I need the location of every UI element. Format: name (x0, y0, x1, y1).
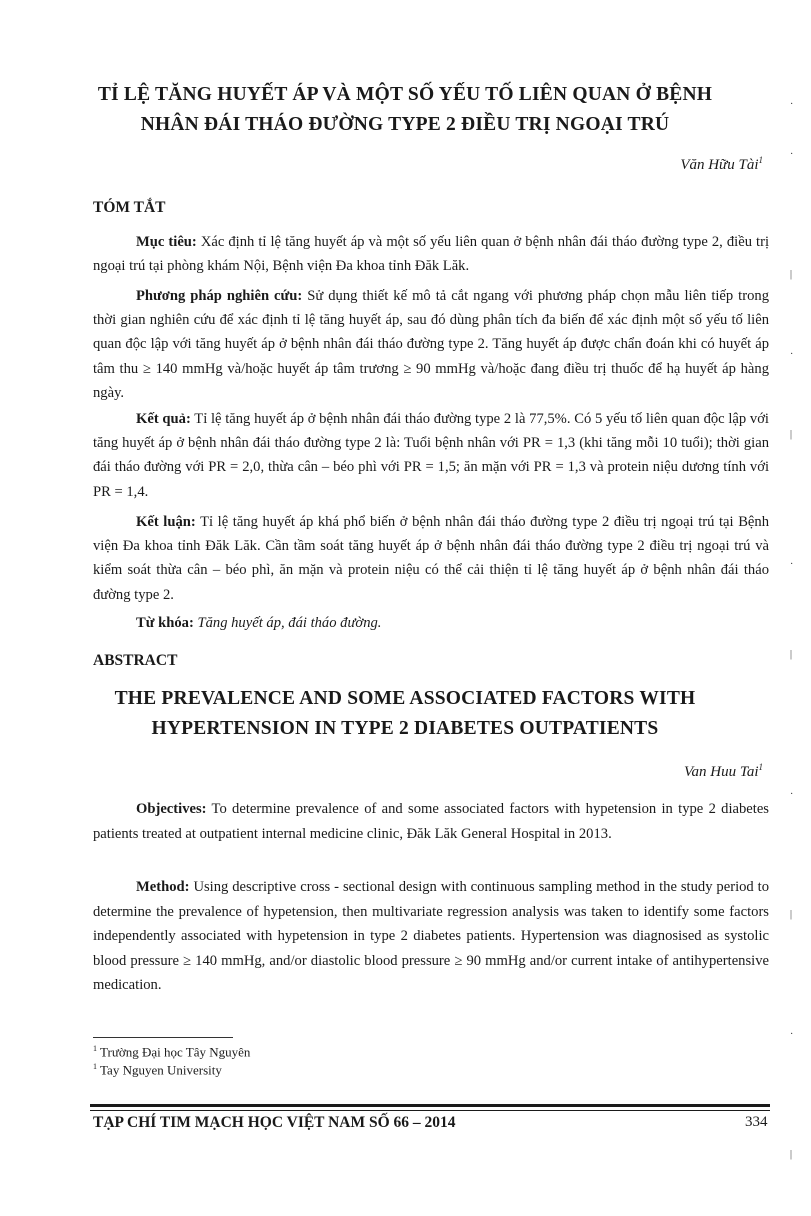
en-method-label: Method: (136, 879, 190, 895)
en-objective (93, 797, 769, 846)
en-objective-text: To determine prevalence of and some associated factors with hypetension in type 2 diabetes patients treated at outpatient internal medicine clinic, Đăk Lăk General Hospital in 2013. (93, 801, 769, 842)
scan-edge-artifacts (790, 90, 811, 1210)
en-method (93, 875, 769, 998)
en-author (684, 762, 763, 781)
scan-speck: · (790, 149, 794, 160)
scan-speck: | (790, 649, 793, 660)
vi-keywords-text: Tăng huyết áp, đái tháo đường. (197, 615, 382, 631)
footnote-1-text: Trường Đại học Tây Nguyên (100, 1044, 251, 1060)
vi-result-label: Kết quả: (136, 411, 191, 427)
scan-speck: · (790, 349, 794, 360)
footnote-rule (93, 1037, 233, 1038)
vi-title (60, 80, 750, 140)
scan-speck: · (790, 789, 794, 800)
scan-speck: | (790, 1149, 793, 1160)
scan-speck: · (790, 559, 794, 570)
vi-author (680, 155, 763, 174)
scan-speck: · (790, 1029, 794, 1040)
vi-method-text: Sử dụng thiết kế mô tả cắt ngang với phương pháp chọn mẫu liên tiếp trong thời gian nghiên cứu để xác định tỉ lệ tăng huyết áp, sau đó dùng phân tích đa biến để xác định một số yếu tố liên quan độc lập với tăng huyết áp ở bệnh nhân đái tháo đường type 2. Tăng huyết áp được chẩn đoán khi có huyết áp tâm thu ≥ 140 mmHg và/hoặc huyết áp tâm trương ≥ 90 mmHg và/hoặc đang điều trị thuốc để hạ huyết áp hàng ngày. (93, 288, 769, 401)
en-title-line2: HYPERTENSION IN TYPE 2 DIABETES OUTPATIENTS (151, 718, 659, 739)
vi-title-line2: NHÂN ĐÁI THÁO ĐƯỜNG TYPE 2 ĐIỀU TRỊ NGOẠI TRÚ (140, 114, 670, 135)
page-number: 334 (745, 1114, 768, 1130)
vi-objective (93, 230, 769, 278)
scan-speck: | (790, 909, 793, 920)
footer-rule-thick (90, 1104, 770, 1107)
footnote-2-text: Tay Nguyen University (100, 1062, 222, 1078)
en-objective-label: Objectives: (136, 801, 207, 817)
vi-objective-text: Xác định tỉ lệ tăng huyết áp và một số yếu liên quan ở bệnh nhân đái tháo đường type 2, điều trị ngoại trú tại phòng khám Nội, Bệnh viện Đa khoa tỉnh Đăk Lăk. (93, 234, 769, 275)
footnote-1-sup: 1 (93, 1044, 97, 1053)
en-method-text: Using descriptive cross - sectional design with continuous sampling method in the study period to determine the prevalence of hypetension, then multivariate regression analysis was taken to identify some factors independently associated with hypetension in type 2 diabetes patients. Hypertension was diagnosised as systolic blood pressure ≥ 140 mmHg, and/or diastolic blood pressure ≥ 90 mmHg and/or current intake of antihypertensive medication. (93, 879, 769, 993)
footnote-2 (93, 1062, 222, 1078)
footer-rule-thin (90, 1110, 770, 1111)
summary-heading: TÓM TẮT (93, 199, 166, 216)
vi-keywords-label: Từ khóa: (136, 615, 194, 631)
vi-method (93, 284, 769, 405)
journal-footer: TẠP CHÍ TIM MẠCH HỌC VIỆT NAM SỐ 66 – 2014 (93, 1114, 456, 1131)
vi-keywords (93, 611, 769, 635)
scan-speck: · (790, 99, 794, 110)
vi-objective-label: Mục tiêu: (136, 234, 197, 250)
vi-author-name: Văn Hữu Tài (680, 157, 759, 173)
vi-conclusion (93, 510, 769, 607)
footnote-1 (93, 1044, 250, 1060)
vi-conclusion-label: Kết luận: (136, 514, 196, 530)
scan-speck: | (790, 269, 793, 280)
en-author-name: Van Huu Tai (684, 764, 759, 780)
en-title-line1: THE PREVALENCE AND SOME ASSOCIATED FACTORS WITH (114, 688, 696, 709)
vi-title-line1: TỈ LỆ TĂNG HUYẾT ÁP VÀ MỘT SỐ YẾU TỐ LIÊN QUAN Ở BỆNH (97, 84, 713, 105)
en-title (60, 684, 750, 744)
vi-conclusion-text: Tỉ lệ tăng huyết áp khá phổ biến ở bệnh nhân đái tháo đường type 2 điều trị ngoại trú tại Bệnh viện Đa khoa tỉnh Đăk Lăk. Cần tầm soát tăng huyết áp ở bệnh nhân đái tháo đường type 2 điều trị ngoại trú và kiểm soát thừa cân – béo phì, ăn mặn và protein niệu có thể cải thiện tỉ lệ tăng huyết áp ở bệnh nhân đái tháo đường type 2. (93, 514, 769, 603)
vi-method-label: Phương pháp nghiên cứu: (136, 288, 303, 304)
vi-result (93, 407, 769, 504)
scan-speck: | (790, 429, 793, 440)
abstract-heading: ABSTRACT (93, 652, 178, 669)
en-author-affil: 1 (758, 762, 763, 772)
vi-result-text: Tỉ lệ tăng huyết áp ở bệnh nhân đái tháo đường type 2 là 77,5%. Có 5 yếu tố liên quan độc lập với tăng huyết áp ở bệnh nhân đái tháo đường type 2 là: Tuổi bệnh nhân với PR = 1,3 (khi tăng mỗi 10 tuổi); thời gian đái tháo đường với PR = 2,0, thừa cân – béo phì với PR = 1,5; ăn mặn với PR = 1,3 và protein niệu dương tính với PR = 1,4. (93, 411, 769, 500)
footnote-2-sup: 1 (93, 1062, 97, 1071)
vi-author-affil: 1 (758, 155, 763, 165)
